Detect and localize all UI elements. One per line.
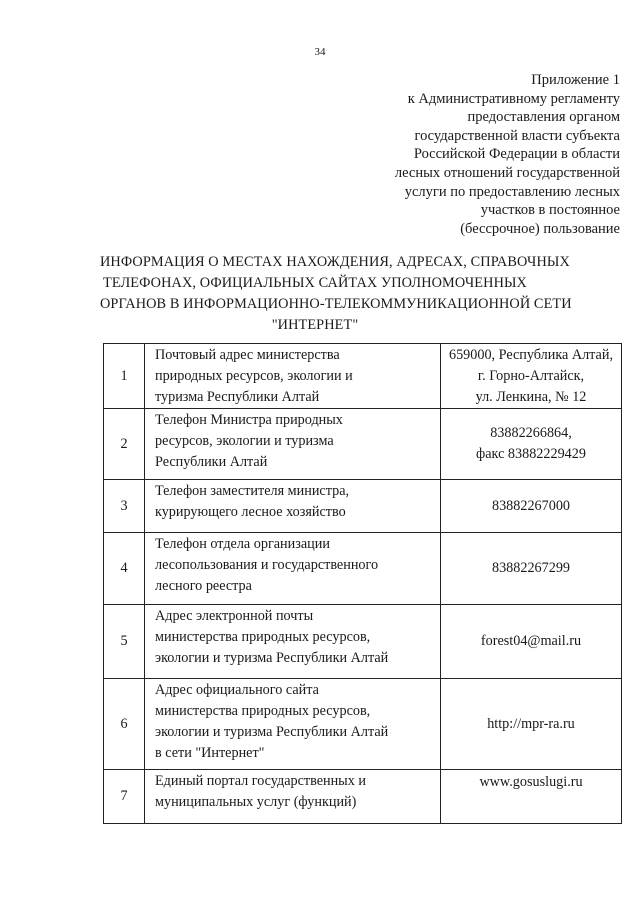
value-line: http://mpr-ra.ru <box>487 715 575 732</box>
label-line: в сети "Интернет" <box>155 745 265 761</box>
label-line: лесопользования и государственного <box>155 557 379 573</box>
row-value <box>441 480 622 533</box>
row-number: 3 <box>104 480 145 533</box>
value-line: www.gosuslugi.ru <box>479 774 583 790</box>
label-line: экологии и туризма Республики Алтай <box>155 650 389 666</box>
appendix-line: к Административному регламенту <box>407 90 620 107</box>
row-value <box>441 770 622 824</box>
value-line: 83882267000 <box>491 497 571 514</box>
label-line: ресурсов, экологии и туризма <box>155 433 334 449</box>
appendix-line: лесных отношений государственной <box>394 164 620 181</box>
row-label <box>145 409 441 480</box>
table-row <box>104 344 622 409</box>
heading-line: ТЕЛЕФОНАХ, ОФИЦИАЛЬНЫХ САЙТАХ УПОЛНОМОЧЕННЫХ <box>103 275 527 291</box>
row-number: 4 <box>104 533 145 605</box>
row-value <box>441 605 622 679</box>
row-label <box>145 480 441 533</box>
appendix-line: Российской Федерации в области <box>413 146 620 163</box>
row-value <box>441 679 622 770</box>
value-line: 83882266864, <box>490 425 572 441</box>
label-line: министерства природных ресурсов, <box>155 703 371 719</box>
heading-line: "ИНТЕРНЕТ" <box>271 317 359 333</box>
value-line: forest04@mail.ru <box>480 633 582 649</box>
value-line: г. Горно-Алтайск, <box>477 367 585 384</box>
label-line: министерства природных ресурсов, <box>155 629 371 645</box>
label-line: Адрес официального сайта <box>155 682 319 698</box>
appendix-line: услуги по предоставлению лесных <box>404 183 620 200</box>
label-line: курирующего лесное хозяйство <box>155 504 346 520</box>
row-label <box>145 344 441 409</box>
appendix-line: предоставления органом <box>467 109 620 126</box>
appendix-line: Приложение 1 <box>531 72 620 88</box>
row-label <box>145 770 441 824</box>
appendix-line: участков в постоянное <box>480 202 620 219</box>
row-number: 6 <box>104 679 145 770</box>
row-number: 7 <box>104 770 145 824</box>
label-line: экологии и туризма Республики Алтай <box>155 724 389 740</box>
label-line: Республики Алтай <box>155 454 268 470</box>
appendix-note <box>360 71 620 238</box>
label-line: муниципальных услуг (функций) <box>155 794 357 810</box>
label-line: туризма Республики Алтай <box>155 389 320 405</box>
label-line: Телефон заместителя министра, <box>155 483 350 499</box>
value-line: 659000, Республика Алтай, <box>448 346 613 363</box>
page-number: 34 <box>314 46 326 58</box>
value-line: факс 83882229429 <box>476 446 586 462</box>
table-row <box>104 409 622 480</box>
row-label <box>145 605 441 679</box>
row-number: 5 <box>104 605 145 679</box>
label-line: природных ресурсов, экологии и <box>155 368 353 384</box>
label-line: Адрес электронной почты <box>155 608 314 624</box>
table-row <box>104 533 622 605</box>
table-row <box>104 480 622 533</box>
row-label <box>145 533 441 605</box>
label-line: Почтовый адрес министерства <box>155 347 340 363</box>
heading-line: ИНФОРМАЦИЯ О МЕСТАХ НАХОЖДЕНИЯ, АДРЕСАХ, СПРАВОЧНЫХ <box>100 254 570 270</box>
table-row <box>104 605 622 679</box>
label-line: Телефон Министра природных <box>155 412 343 428</box>
document-heading <box>100 252 572 336</box>
row-value <box>441 409 622 480</box>
info-table <box>103 343 622 824</box>
value-line: ул. Ленкина, № 12 <box>475 388 587 405</box>
table-row <box>104 770 622 824</box>
label-line: Телефон отдела организации <box>155 536 330 552</box>
row-label <box>145 679 441 770</box>
heading-line: ОРГАНОВ В ИНФОРМАЦИОННО-ТЕЛЕКОММУНИКАЦИОННОЙ СЕТИ <box>100 296 572 312</box>
label-line: лесного реестра <box>155 578 252 594</box>
row-value <box>441 344 622 409</box>
table-row <box>104 679 622 770</box>
label-line: Единый портал государственных и <box>155 773 366 789</box>
appendix-line: государственной власти субъекта <box>414 127 620 144</box>
row-number: 2 <box>104 409 145 480</box>
row-value <box>441 533 622 605</box>
value-line: 83882267299 <box>491 560 571 576</box>
row-number: 1 <box>104 344 145 409</box>
appendix-line: (бессрочное) пользование <box>460 220 620 237</box>
